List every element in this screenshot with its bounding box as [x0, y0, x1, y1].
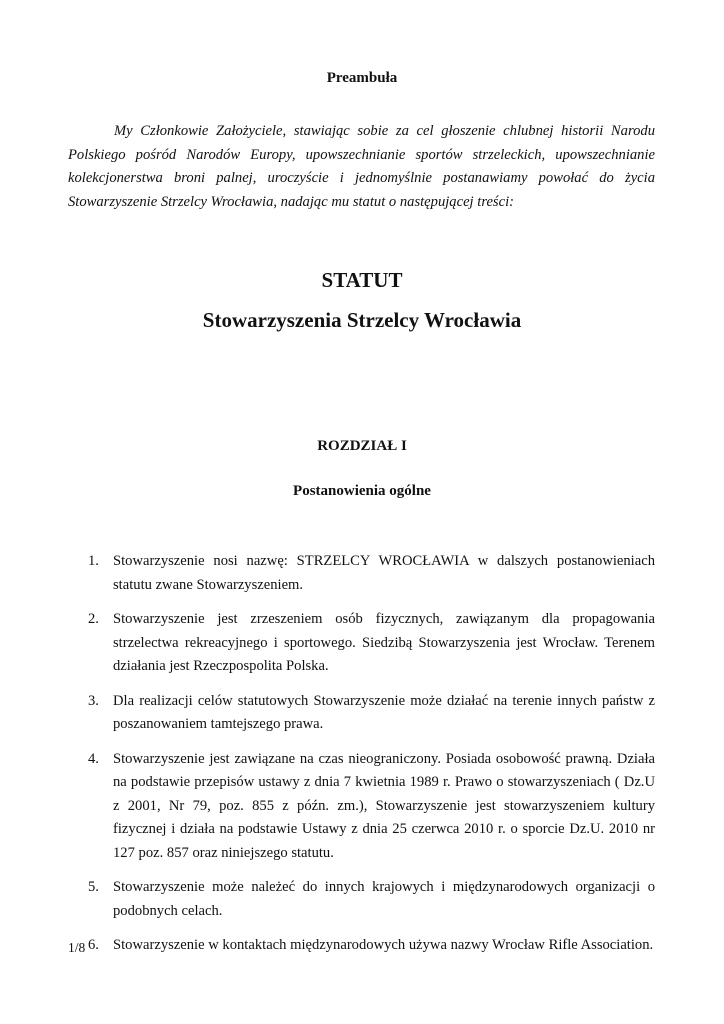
provision-number: 4. [88, 750, 99, 767]
statute-title: STATUT [321, 268, 403, 292]
provision-text: Stowarzyszenie może należeć do innych krajowych i międzynarodowych organizacji o podobnych celach. [113, 879, 655, 919]
statute-subtitle: Stowarzyszenia Strzelcy Wrocławia [202, 308, 522, 332]
provision-item [68, 934, 655, 958]
chapter-subtitle: Postanowienia ogólne [293, 483, 431, 499]
provision-item [68, 748, 655, 866]
preamble-title: Preambuła [326, 70, 398, 86]
provision-item [68, 608, 655, 679]
provision-text: Dla realizacji celów statutowych Stowarzyszenie może działać na terenie innych państw z poszanowaniem tamtejszego prawa. [113, 692, 655, 732]
provision-text: Stowarzyszenie w kontaktach międzynarodowych używa nazwy Wrocław Rifle Association. [113, 937, 654, 953]
provisions-list [68, 550, 655, 969]
provision-item [68, 690, 655, 737]
provision-number: 2. [88, 611, 99, 627]
provision-number: 3. [88, 692, 99, 709]
provision-number: 5. [88, 879, 99, 895]
provision-number: 6. [88, 937, 99, 953]
provision-number: 1. [88, 553, 99, 569]
page-number: 1/8 [68, 940, 86, 955]
preamble-text: My Członkowie Założyciele, stawiając sobie za cel głoszenie chlubnej historii Narodu Polskiego pośród Narodów Europy, upowszechnianie sportów strzeleckich, upowszechnianie kolekcjonerstwa broni palnej, uroczyście i jednomyślnie postanawiamy powołać do życia Stowarzyszenie Strzelcy Wrocławia, nadając mu statut o następującej treści: [68, 123, 655, 210]
provision-item [68, 876, 655, 923]
provision-text: Stowarzyszenie jest zrzeszeniem osób fizycznych, zawiązanym dla propagowania strzelectwa rekreacyjnego i sportowego. Siedzibą Stowarzyszenia jest Wrocław. Terenem działania jest Rzeczpospolita Polska. [113, 611, 655, 674]
provision-item [68, 550, 655, 597]
provision-text: Stowarzyszenie jest zawiązane na czas nieograniczony. Posiada osobowość prawną. Działa na podstawie przepisów ustawy z dnia 7 kwietnia 1989 r. Prawo o stowarzyszeniach ( Dz.U z 2001, Nr 79, poz. 855 z późn. zm.), Stowarzyszenie jest stowarzyszeniem kultury fizycznej i działa na podstawie Ustawy z dnia 25 czerwca 2010 r. o sporcie Dz.U. 2010 nr 127 poz. 857 oraz niniejszego statutu. [113, 750, 655, 861]
chapter-title: ROZDZIAŁ I [317, 438, 407, 454]
provision-text: Stowarzyszenie nosi nazwę: STRZELCY WROCŁAWIA w dalszych postanowieniach statutu zwane Stowarzyszeniem. [113, 553, 655, 593]
